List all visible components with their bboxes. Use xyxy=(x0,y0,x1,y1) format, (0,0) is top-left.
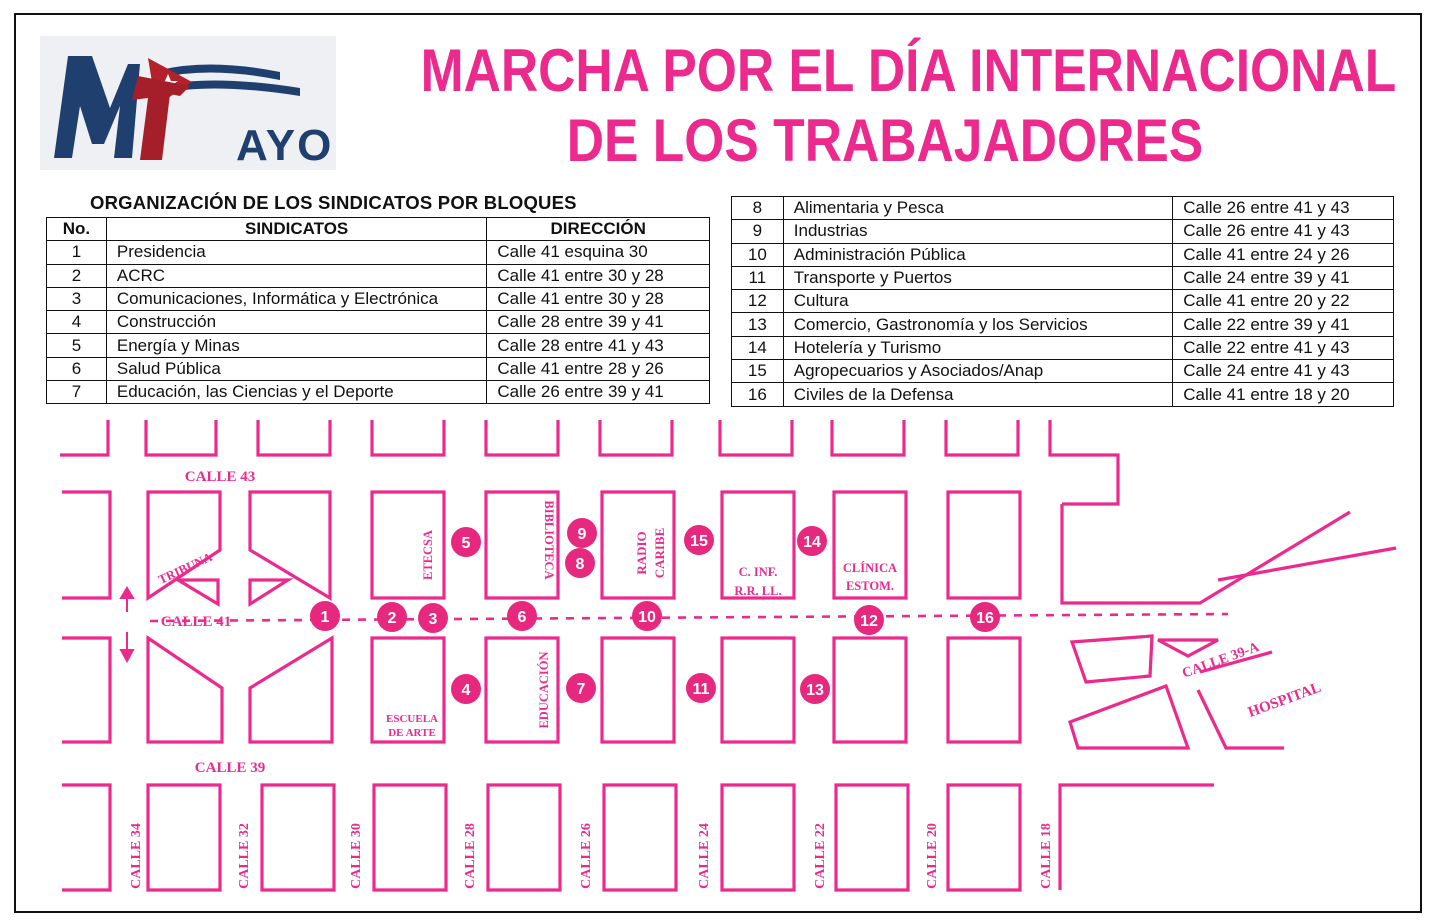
route-marker xyxy=(686,673,716,703)
route-marker xyxy=(507,601,537,631)
row-sindicato: Educación, las Ciencias y el Deporte xyxy=(106,381,487,404)
label-biblioteca: BIBLIOTECA xyxy=(542,500,556,580)
row-number: 1 xyxy=(47,241,107,264)
table-subtitle: ORGANIZACIÓN DE LOS SINDICATOS POR BLOQUES xyxy=(90,192,577,213)
street-calle-39a: CALLE 39-A xyxy=(1180,639,1262,682)
marker-number: 16 xyxy=(976,610,994,627)
row-direccion: Calle 28 entre 39 y 41 xyxy=(487,311,710,334)
vertical-street-label: CALLE 30 xyxy=(349,823,364,889)
label-escuela-2: DE ARTE xyxy=(388,727,436,739)
marker-number: 10 xyxy=(638,609,656,626)
direction-arrows xyxy=(121,588,133,661)
route-marker xyxy=(451,674,481,704)
row-number: 2 xyxy=(47,264,107,287)
row-number: 14 xyxy=(732,336,784,359)
vertical-street-label: CALLE 20 xyxy=(925,823,940,889)
row-number: 12 xyxy=(732,290,784,313)
header-sindicatos: SINDICATOS xyxy=(106,218,487,241)
route-marker xyxy=(377,602,407,632)
row-sindicato: Salud Pública xyxy=(106,357,487,380)
row-number: 13 xyxy=(732,313,784,336)
label-radio: RADIO xyxy=(634,531,649,575)
title-line-2: DE LOS TRABAJADORES xyxy=(566,107,1204,174)
marker-number: 12 xyxy=(860,613,878,630)
row-direccion: Calle 41 entre 18 y 20 xyxy=(1173,383,1394,406)
row-direccion: Calle 24 entre 41 y 43 xyxy=(1173,360,1394,383)
row-number: 5 xyxy=(47,334,107,357)
row-sindicato: Energía y Minas xyxy=(106,334,487,357)
header-direccion: DIRECCIÓN xyxy=(487,218,710,241)
row-number: 11 xyxy=(732,266,784,289)
route-marker xyxy=(800,674,830,704)
row-sindicato: Presidencia xyxy=(106,241,487,264)
header-no: No. xyxy=(47,218,107,241)
row-number: 8 xyxy=(732,197,784,220)
row-number: 9 xyxy=(732,220,784,243)
label-etecsa: ETECSA xyxy=(421,529,435,581)
row-direccion: Calle 41 esquina 30 xyxy=(487,241,710,264)
label-cinf-1: C. INF. xyxy=(738,565,778,579)
vertical-street-label: CALLE 22 xyxy=(813,823,828,889)
row-sindicato: Alimentaria y Pesca xyxy=(783,197,1172,220)
label-cinf-2: R.R. LL. xyxy=(734,584,782,598)
marker-number: 6 xyxy=(517,609,527,626)
route-marker xyxy=(451,527,481,557)
street-calle-39: CALLE 39 xyxy=(194,760,266,776)
row-sindicato: Comunicaciones, Informática y Electrónica xyxy=(106,287,487,310)
row-number: 10 xyxy=(732,243,784,266)
route-marker xyxy=(567,518,597,548)
marker-number: 14 xyxy=(803,534,821,551)
label-clinica-1: CLÍNICA xyxy=(842,561,898,575)
marker-number: 7 xyxy=(576,681,586,698)
row-sindicato: Transporte y Puertos xyxy=(783,266,1172,289)
vertical-street-label: CALLE 32 xyxy=(237,823,252,889)
marker-number: 9 xyxy=(577,526,587,543)
marker-number: 8 xyxy=(575,556,585,573)
row-number: 6 xyxy=(47,357,107,380)
marker-number: 15 xyxy=(690,533,708,550)
route-marker xyxy=(310,601,340,631)
row-number: 7 xyxy=(47,381,107,404)
marker-number: 11 xyxy=(692,681,710,698)
row-sindicato: Construcción xyxy=(106,311,487,334)
route-marker xyxy=(565,548,595,578)
row-sindicato: Hotelería y Turismo xyxy=(783,336,1172,359)
street-calle-41: CALLE 41 xyxy=(160,614,232,630)
marker-number: 13 xyxy=(806,682,824,699)
row-sindicato: Industrias xyxy=(783,220,1172,243)
row-sindicato: Comercio, Gastronomía y los Servicios xyxy=(783,313,1172,336)
label-hospital: HOSPITAL xyxy=(1245,679,1324,721)
row-direccion: Calle 41 entre 30 y 28 xyxy=(487,264,710,287)
row-direccion: Calle 41 entre 28 y 26 xyxy=(487,357,710,380)
row-sindicato: Administración Pública xyxy=(783,243,1172,266)
row-sindicato: Civiles de la Defensa xyxy=(783,383,1172,406)
title-line-1: MARCHA POR EL DÍA INTERNACIONAL xyxy=(420,37,1397,104)
vertical-street-label: CALLE 26 xyxy=(579,823,594,889)
row-sindicato: ACRC xyxy=(106,264,487,287)
label-clinica-2: ESTOM. xyxy=(845,579,895,593)
logo-word: AYO xyxy=(236,121,334,170)
vertical-street-label: CALLE 18 xyxy=(1039,823,1054,889)
route-marker xyxy=(684,525,714,555)
row-direccion: Calle 26 entre 39 y 41 xyxy=(487,381,710,404)
marker-number: 4 xyxy=(461,682,471,699)
label-escuela-1: ESCUELA xyxy=(386,713,438,725)
row-sindicato: Cultura xyxy=(783,290,1172,313)
street-calle-43: CALLE 43 xyxy=(184,469,256,485)
route-marker xyxy=(797,526,827,556)
row-direccion: Calle 28 entre 41 y 43 xyxy=(487,334,710,357)
row-direccion: Calle 41 entre 30 y 28 xyxy=(487,287,710,310)
row-direccion: Calle 22 entre 41 y 43 xyxy=(1173,336,1394,359)
row-direccion: Calle 26 entre 41 y 43 xyxy=(1173,220,1394,243)
city-blocks xyxy=(60,420,1396,890)
row-direccion: Calle 24 entre 39 y 41 xyxy=(1173,266,1394,289)
row-direccion: Calle 22 entre 39 y 41 xyxy=(1173,313,1394,336)
row-direccion: Calle 41 entre 24 y 26 xyxy=(1173,243,1394,266)
vertical-street-labels xyxy=(129,823,1054,889)
row-number: 15 xyxy=(732,360,784,383)
vertical-street-label: CALLE 28 xyxy=(463,823,478,889)
row-number: 16 xyxy=(732,383,784,406)
marker-number: 2 xyxy=(387,610,397,627)
marker-number: 5 xyxy=(461,535,471,552)
row-sindicato: Agropecuarios y Asociados/Anap xyxy=(783,360,1172,383)
row-number: 4 xyxy=(47,311,107,334)
marker-number: 1 xyxy=(320,609,330,626)
row-number: 3 xyxy=(47,287,107,310)
label-tribuna: TRIBUNA xyxy=(156,549,215,587)
label-educacion: EDUCACIÓN xyxy=(537,651,551,729)
route-marker xyxy=(854,605,884,635)
route-marker xyxy=(632,601,662,631)
route-marker xyxy=(970,602,1000,632)
route-marker xyxy=(418,603,448,633)
vertical-street-label: CALLE 34 xyxy=(129,823,144,889)
marker-number: 3 xyxy=(428,611,438,628)
label-caribe: CARIBE xyxy=(652,527,667,579)
route-marker xyxy=(566,673,596,703)
vertical-street-label: CALLE 24 xyxy=(697,823,712,889)
row-direccion: Calle 26 entre 41 y 43 xyxy=(1173,197,1394,220)
row-direccion: Calle 41 entre 20 y 22 xyxy=(1173,290,1394,313)
